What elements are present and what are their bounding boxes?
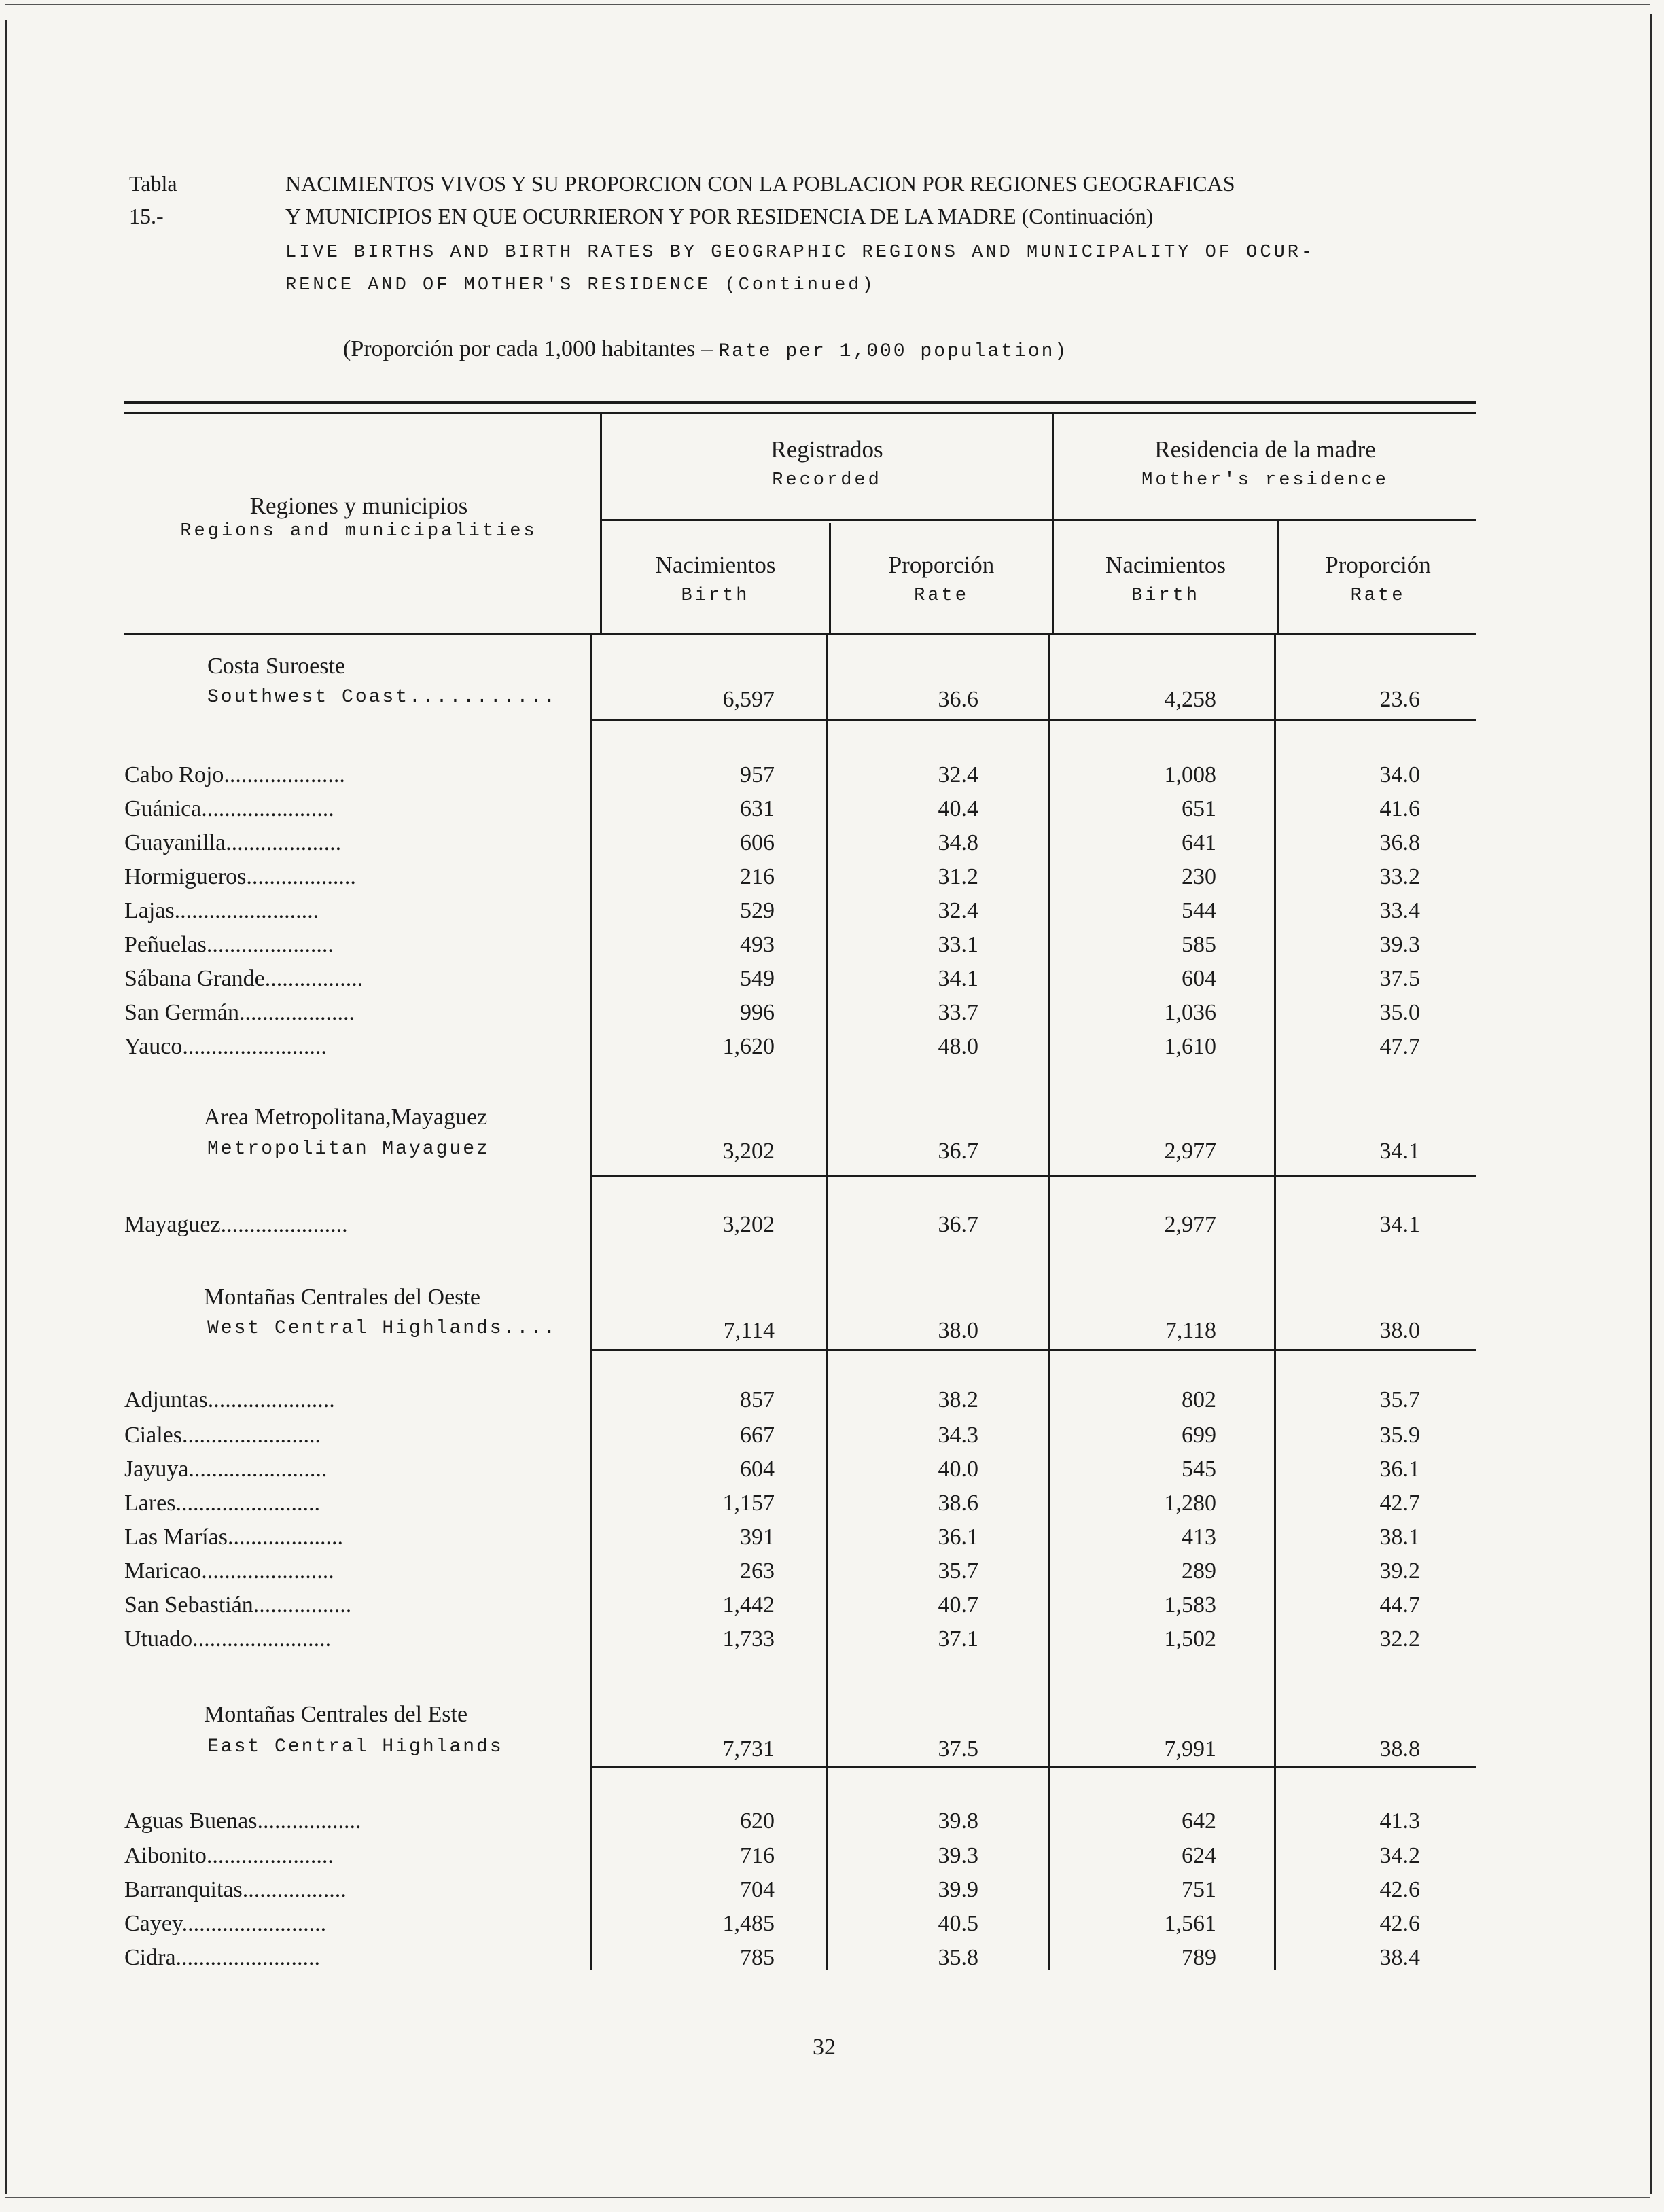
residence-births-cell: 751 xyxy=(1182,1877,1216,1902)
recorded-rate-cell: 35.8 xyxy=(938,1945,978,1970)
recorded-births-cell: 1,442 xyxy=(722,1592,775,1618)
table-row xyxy=(0,1212,1664,1246)
page-edge-bottom xyxy=(5,2197,1650,2198)
recorded-rate-cell: 36.6 xyxy=(938,687,978,712)
recorded-births-cell: 216 xyxy=(740,864,775,889)
residence-births-cell: 1,610 xyxy=(1164,1034,1216,1059)
recorded-rate-cell: 36.7 xyxy=(938,1139,978,1164)
residence-births-cell: 413 xyxy=(1182,1524,1216,1550)
residence-births-cell: 7,991 xyxy=(1164,1736,1216,1762)
residence-births-cell: 641 xyxy=(1182,830,1216,855)
recorded-rate-cell: 32.4 xyxy=(938,762,978,787)
recorded-births-cell: 667 xyxy=(740,1423,775,1448)
row-name: Ciales........................ xyxy=(124,1423,321,1448)
row-name: Mayaguez...................... xyxy=(124,1212,348,1237)
table-row xyxy=(0,1457,1664,1491)
recorded-rate-cell: 38.2 xyxy=(938,1387,978,1412)
recorded-rate-cell: 36.7 xyxy=(938,1212,978,1237)
residence-rate-cell: 33.2 xyxy=(1379,864,1420,889)
recorded-rate-cell: 38.6 xyxy=(938,1491,978,1516)
recorded-en: Recorded xyxy=(772,470,882,490)
table-row xyxy=(0,1843,1664,1877)
recorded-births-cell: 785 xyxy=(740,1945,775,1970)
births-es-1: Nacimientos xyxy=(655,552,776,578)
rate-en-2: Rate xyxy=(1350,586,1406,606)
recorded-rate-cell: 33.7 xyxy=(938,1000,978,1025)
births-en-2: Birth xyxy=(1131,586,1200,606)
births-en-1: Birth xyxy=(681,586,750,606)
recorded-births-cell: 1,733 xyxy=(722,1626,775,1652)
residence-header xyxy=(1054,436,1476,490)
row-name: Guayanilla.................... xyxy=(124,830,342,855)
recorded-births-cell: 7,114 xyxy=(723,1318,775,1343)
residence-births-cell: 545 xyxy=(1182,1457,1216,1482)
row-name: Aguas Buenas.................. xyxy=(124,1808,361,1834)
row-name: Lajas......................... xyxy=(124,898,319,923)
residence-rate-cell: 44.7 xyxy=(1379,1592,1420,1618)
table-row xyxy=(0,932,1664,966)
page-edge-top xyxy=(5,4,1650,5)
residence-births-header xyxy=(1054,552,1277,606)
table-row xyxy=(0,1423,1664,1457)
title-line-3: LIVE BIRTHS AND BIRTH RATES BY GEOGRAPHIC REGIONS AND MUNICIPALITY OF OCUR- xyxy=(285,243,1315,263)
residence-rate-cell: 34.1 xyxy=(1379,1139,1420,1164)
row-name: San Sebastián................. xyxy=(124,1592,352,1618)
residence-rate-cell: 36.1 xyxy=(1379,1457,1420,1482)
row-name: Utuado........................ xyxy=(124,1626,332,1652)
recorded-births-cell: 857 xyxy=(740,1387,775,1412)
table-row xyxy=(0,1524,1664,1558)
rate-note-es: (Proporción por cada 1,000 habitantes – xyxy=(343,336,713,361)
recorded-rate-cell: 34.1 xyxy=(938,966,978,991)
rate-note xyxy=(343,336,1068,362)
recorded-rate-cell: 48.0 xyxy=(938,1034,978,1059)
residence-rate-cell: 36.8 xyxy=(1379,830,1420,855)
residence-births-cell: 604 xyxy=(1182,966,1216,991)
residence-births-cell: 624 xyxy=(1182,1843,1216,1868)
recorded-births-cell: 6,597 xyxy=(722,687,775,712)
recorded-rate-cell: 39.8 xyxy=(938,1808,978,1834)
table-row xyxy=(0,1808,1664,1842)
row-name: Montañas Centrales del Oeste xyxy=(204,1285,480,1310)
table-row xyxy=(0,1626,1664,1660)
residence-rate-cell: 32.2 xyxy=(1379,1626,1420,1652)
row-name: Lares......................... xyxy=(124,1491,321,1516)
residence-births-cell: 1,036 xyxy=(1164,1000,1216,1025)
table-row xyxy=(0,1592,1664,1626)
row-name: Jayuya........................ xyxy=(124,1457,328,1482)
residence-births-cell: 699 xyxy=(1182,1423,1216,1448)
recorded-rate-cell: 40.7 xyxy=(938,1592,978,1618)
recorded-births-cell: 3,202 xyxy=(722,1139,775,1164)
recorded-births-cell: 957 xyxy=(740,762,775,787)
table-row xyxy=(0,966,1664,1000)
row-name: Maricao....................... xyxy=(124,1558,334,1584)
recorded-rate-cell: 36.1 xyxy=(938,1524,978,1550)
rowhead-en: Regions and municipalities xyxy=(180,521,537,541)
row-name: Guánica....................... xyxy=(124,796,334,821)
residence-rate-cell: 37.5 xyxy=(1379,966,1420,991)
recorded-births-cell: 604 xyxy=(740,1457,775,1482)
recorded-births-cell: 716 xyxy=(740,1843,775,1868)
table-row xyxy=(0,762,1664,796)
residence-rate-cell: 39.2 xyxy=(1379,1558,1420,1584)
residence-rate-cell: 42.7 xyxy=(1379,1491,1420,1516)
region-row xyxy=(0,1702,1664,1736)
row-name: Cidra......................... xyxy=(124,1945,321,1970)
table-row xyxy=(0,1000,1664,1034)
row-name: Southwest Coast........... xyxy=(207,687,557,708)
table-row xyxy=(0,1877,1664,1911)
table-row xyxy=(0,1945,1664,1979)
recorded-rate-cell: 34.3 xyxy=(938,1423,978,1448)
residence-rate-cell: 41.3 xyxy=(1379,1808,1420,1834)
recorded-births-cell: 996 xyxy=(740,1000,775,1025)
residence-births-cell: 230 xyxy=(1182,864,1216,889)
table-top-rule xyxy=(124,401,1476,404)
row-name: Costa Suroeste xyxy=(207,654,346,679)
recorded-rate-cell: 37.5 xyxy=(938,1736,978,1762)
recorded-es: Registrados xyxy=(771,436,883,463)
title-line-2: Y MUNICIPIOS EN QUE OCURRIERON Y POR RESIDENCIA DE LA MADRE (Continuación) xyxy=(285,204,1154,228)
recorded-births-cell: 1,620 xyxy=(722,1034,775,1059)
residence-rate-cell: 35.0 xyxy=(1379,1000,1420,1025)
row-name: Cayey......................... xyxy=(124,1911,327,1936)
rowhead-es: Regiones y municipios xyxy=(249,493,468,519)
row-name: Area Metropolitana,Mayaguez xyxy=(204,1105,488,1130)
residence-rate-cell: 33.4 xyxy=(1379,898,1420,923)
residence-births-cell: 4,258 xyxy=(1164,687,1216,712)
residence-rate-cell: 34.0 xyxy=(1379,762,1420,787)
births-es-2: Nacimientos xyxy=(1105,552,1226,578)
region-row xyxy=(0,1139,1664,1173)
row-name: San Germán.................... xyxy=(124,1000,355,1025)
recorded-rate-cell: 32.4 xyxy=(938,898,978,923)
row-name: Adjuntas...................... xyxy=(124,1387,335,1412)
table-label: Tabla 15.- xyxy=(129,171,177,228)
row-name: Las Marías.................... xyxy=(124,1524,344,1550)
rate-en-1: Rate xyxy=(914,586,969,606)
recorded-rate-cell: 40.0 xyxy=(938,1457,978,1482)
recorded-rate-cell: 37.1 xyxy=(938,1626,978,1652)
recorded-header xyxy=(602,436,1052,490)
recorded-births-cell: 549 xyxy=(740,966,775,991)
rate-note-en: Rate per 1,000 population) xyxy=(718,341,1069,362)
residence-births-cell: 1,502 xyxy=(1164,1626,1216,1652)
table-row xyxy=(0,796,1664,830)
recorded-rate-cell: 39.3 xyxy=(938,1843,978,1868)
residence-births-cell: 544 xyxy=(1182,898,1216,923)
recorded-rate-cell: 40.4 xyxy=(938,796,978,821)
residence-rate-cell: 47.7 xyxy=(1379,1034,1420,1059)
row-name: Peñuelas...................... xyxy=(124,932,334,957)
recorded-rate-cell: 34.8 xyxy=(938,830,978,855)
recorded-births-cell: 704 xyxy=(740,1877,775,1902)
row-name: Barranquitas.................. xyxy=(124,1877,347,1902)
residence-rate-cell: 34.1 xyxy=(1379,1212,1420,1237)
recorded-rate-cell: 35.7 xyxy=(938,1558,978,1584)
row-name: West Central Highlands.... xyxy=(207,1318,557,1339)
residence-births-cell: 802 xyxy=(1182,1387,1216,1412)
table-row xyxy=(0,1911,1664,1945)
residence-es: Residencia de la madre xyxy=(1154,436,1376,463)
residence-births-cell: 1,583 xyxy=(1164,1592,1216,1618)
recorded-births-cell: 493 xyxy=(740,932,775,957)
recorded-rate-cell: 38.0 xyxy=(938,1318,978,1343)
region-row xyxy=(0,1105,1664,1139)
row-name: Sábana Grande................. xyxy=(124,966,364,991)
recorded-births-cell: 631 xyxy=(740,796,775,821)
recorded-births-cell: 1,157 xyxy=(722,1491,775,1516)
residence-rate-cell: 38.1 xyxy=(1379,1524,1420,1550)
residence-births-cell: 585 xyxy=(1182,932,1216,957)
recorded-rate-cell: 40.5 xyxy=(938,1911,978,1936)
residence-births-cell: 2,977 xyxy=(1164,1212,1216,1237)
residence-rate-cell: 42.6 xyxy=(1379,1911,1420,1936)
row-name: Hormigueros................... xyxy=(124,864,356,889)
table-row xyxy=(0,864,1664,898)
residence-rate-cell: 34.2 xyxy=(1379,1843,1420,1868)
recorded-births-cell: 391 xyxy=(740,1524,775,1550)
region-row xyxy=(0,1318,1664,1352)
recorded-births-cell: 1,485 xyxy=(722,1911,775,1936)
residence-en: Mother's residence xyxy=(1141,470,1389,490)
residence-births-cell: 7,118 xyxy=(1165,1318,1216,1343)
residence-rate-cell: 38.4 xyxy=(1379,1945,1420,1970)
recorded-rate-cell: 31.2 xyxy=(938,864,978,889)
row-name: Montañas Centrales del Este xyxy=(204,1702,468,1727)
table-row xyxy=(0,1558,1664,1592)
region-row xyxy=(0,654,1664,688)
residence-rate-cell: 23.6 xyxy=(1379,687,1420,712)
residence-rate-header xyxy=(1279,552,1476,606)
residence-births-cell: 1,561 xyxy=(1164,1911,1216,1936)
region-row xyxy=(0,687,1664,721)
residence-births-cell: 2,977 xyxy=(1164,1139,1216,1164)
recorded-births-cell: 529 xyxy=(740,898,775,923)
table-row xyxy=(0,1387,1664,1421)
residence-rate-cell: 42.6 xyxy=(1379,1877,1420,1902)
residence-births-cell: 642 xyxy=(1182,1808,1216,1834)
header-mid-rule xyxy=(600,519,1476,521)
residence-births-cell: 1,008 xyxy=(1164,762,1216,787)
rate-es-2: Proporción xyxy=(1325,552,1431,578)
region-row xyxy=(0,1285,1664,1319)
recorded-rate-cell: 33.1 xyxy=(938,932,978,957)
recorded-births-cell: 606 xyxy=(740,830,775,855)
page-number: 32 xyxy=(813,2035,836,2060)
title-line-1: NACIMIENTOS VIVOS Y SU PROPORCION CON LA POBLACION POR REGIONES GEOGRAFICAS xyxy=(285,171,1235,196)
row-name: Cabo Rojo..................... xyxy=(124,762,345,787)
region-rule-2 xyxy=(590,1175,1476,1177)
recorded-births-cell: 7,731 xyxy=(722,1736,775,1762)
table-row xyxy=(0,1034,1664,1068)
residence-rate-cell: 39.3 xyxy=(1379,932,1420,957)
table-top-rule-2 xyxy=(124,412,1476,414)
residence-rate-cell: 41.6 xyxy=(1379,796,1420,821)
table-row xyxy=(0,830,1664,864)
residence-rate-cell: 38.0 xyxy=(1379,1318,1420,1343)
residence-rate-cell: 38.8 xyxy=(1379,1736,1420,1762)
region-row xyxy=(0,1736,1664,1770)
recorded-rate-header xyxy=(831,552,1052,606)
recorded-births-cell: 620 xyxy=(740,1808,775,1834)
title-line-4: RENCE AND OF MOTHER'S RESIDENCE (Continued) xyxy=(285,275,876,296)
row-name: East Central Highlands xyxy=(207,1736,503,1758)
row-name: Metropolitan Mayaguez xyxy=(207,1139,490,1160)
table-row xyxy=(0,898,1664,932)
residence-births-cell: 651 xyxy=(1182,796,1216,821)
residence-rate-cell: 35.7 xyxy=(1379,1387,1420,1412)
residence-rate-cell: 35.9 xyxy=(1379,1423,1420,1448)
recorded-rate-cell: 39.9 xyxy=(938,1877,978,1902)
residence-births-cell: 789 xyxy=(1182,1945,1216,1970)
recorded-births-cell: 263 xyxy=(740,1558,775,1584)
table-row xyxy=(0,1491,1664,1524)
row-name: Yauco......................... xyxy=(124,1034,327,1059)
recorded-births-cell: 3,202 xyxy=(722,1212,775,1237)
rowhead xyxy=(124,493,593,541)
recorded-births-header xyxy=(602,552,829,606)
residence-births-cell: 289 xyxy=(1182,1558,1216,1584)
rate-es-1: Proporción xyxy=(888,552,995,578)
row-name: Aibonito...................... xyxy=(124,1843,334,1868)
residence-births-cell: 1,280 xyxy=(1164,1491,1216,1516)
